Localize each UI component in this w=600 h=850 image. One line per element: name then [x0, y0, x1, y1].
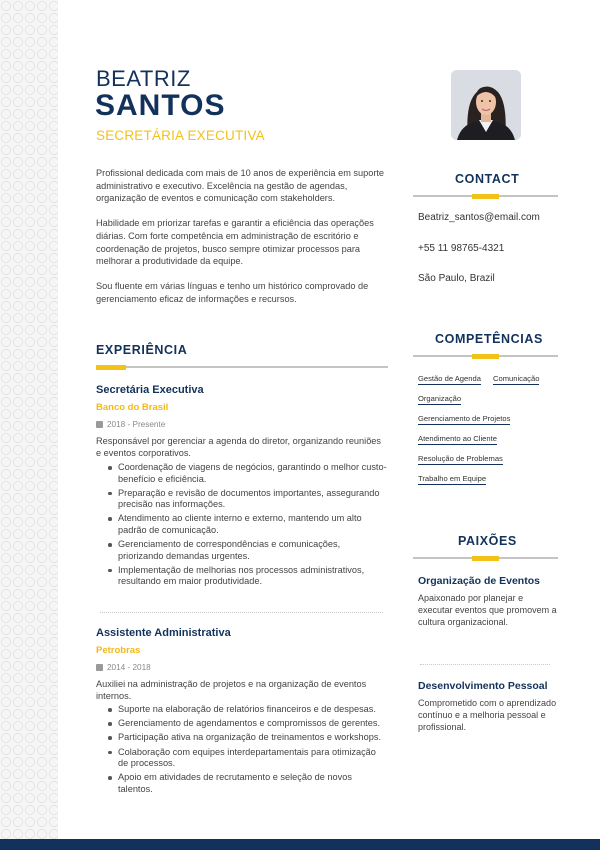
- last-name: SANTOS: [95, 89, 226, 122]
- job-separator: [100, 612, 383, 613]
- job-bullets: [106, 704, 388, 798]
- summary-paragraph: Profissional dedicada com mais de 10 anos de experiência em suporte administrativo e executivo. Excelência na gestão de agendas, organização de eventos e comunicação com stakeholders.: [96, 168, 385, 204]
- passion-title: Desenvolvimento Pessoal: [418, 680, 548, 692]
- calendar-icon: [96, 664, 103, 671]
- profile-photo: [451, 70, 521, 140]
- list-item: Gerenciamento de agendamentos e compromissos de gerentes.: [106, 718, 388, 730]
- experience-heading: EXPERIÊNCIA: [96, 343, 188, 357]
- job-dates: [96, 663, 151, 672]
- job-dates-text: 2018 - Presente: [107, 420, 166, 429]
- job-role: Secretária Executiva: [96, 384, 204, 396]
- section-divider: [96, 366, 388, 368]
- list-item: Atendimento ao cliente interno e externo, mantendo um alto padrão de comunicação.: [106, 513, 388, 536]
- list-item: Implementação de melhorias nos processos administrativos, resultando em maior produtividade.: [106, 565, 388, 588]
- decorative-pattern: [0, 0, 58, 850]
- list-item: Colaboração com equipes interdepartamentais para otimização de processos.: [106, 747, 388, 770]
- section-accent: [472, 556, 499, 561]
- list-item: Participação ativa na organização de treinamentos e workshops.: [106, 732, 388, 744]
- job-description: Auxiliei na administração de projetos e na organização de eventos internos.: [96, 679, 367, 701]
- job-bullets: [106, 462, 388, 590]
- skill-tag: Resolução de Problemas: [418, 454, 503, 463]
- passion-text: Apaixonado por planejar e executar eventos que promovem a cultura organizacional.: [418, 593, 557, 627]
- contact-heading: CONTACT: [455, 172, 520, 186]
- summary-paragraph: Sou fluente em várias línguas e tenho um histórico comprovado de gerenciamento eficaz de informações e recursos.: [96, 281, 369, 304]
- job-dates: [96, 420, 165, 429]
- footer-bar: [0, 839, 600, 850]
- list-item: Suporte na elaboração de relatórios financeiros e de despesas.: [106, 704, 388, 716]
- list-item: Apoio em atividades de recrutamento e seleção de novos talentos.: [106, 772, 388, 795]
- passions-heading: PAIXÕES: [458, 534, 517, 548]
- section-accent: [96, 365, 126, 370]
- skill-tag: Comunicação: [493, 374, 540, 383]
- skill-tag: Gestão de Agenda: [418, 374, 481, 383]
- list-item: Gerenciamento de correspondências e comunicações, priorizando demandas urgentes.: [106, 539, 388, 562]
- summary: [96, 167, 388, 318]
- skills-heading: COMPETÊNCIAS: [435, 332, 543, 346]
- contact-location: São Paulo, Brazil: [418, 273, 495, 284]
- list-item: Preparação e revisão de documentos importantes, assegurando precisão nas informações.: [106, 488, 388, 511]
- summary-paragraph: Habilidade em priorizar tarefas e garantir a eficiência das operações diárias. Com forte competência em administração de escritório e coordenação de projetos, busco sempre otimizar processos para melhorar a produtividade da equipe.: [96, 218, 374, 267]
- calendar-icon: [96, 421, 103, 428]
- list-item: Coordenação de viagens de negócios, garantindo o melhor custo-benefício e eficiência.: [106, 462, 388, 485]
- job-title: SECRETÁRIA EXECUTIVA: [96, 128, 265, 143]
- passion-text: Comprometido com o aprendizado contínuo e a melhoria pessoal e profissional.: [418, 698, 557, 732]
- job-description: Responsável por gerenciar a agenda do diretor, organizando reuniões e eventos corporativos.: [96, 436, 382, 458]
- skill-tag: Gerenciamento de Projetos: [418, 414, 511, 423]
- job-dates-text: 2014 - 2018: [107, 663, 151, 672]
- portrait-image: [451, 70, 521, 140]
- contact-phone: +55 11 98765-4321: [418, 243, 505, 254]
- section-accent: [472, 354, 499, 359]
- skill-tag: Trabalho em Equipe: [418, 474, 487, 483]
- passion-title: Organização de Eventos: [418, 575, 540, 587]
- job-company: Banco do Brasil: [96, 402, 169, 413]
- first-name: BEATRIZ: [96, 66, 191, 91]
- job-role: Assistente Administrativa: [96, 627, 231, 639]
- section-accent: [472, 194, 499, 199]
- skill-tag: Atendimento ao Cliente: [418, 434, 497, 443]
- job-company: Petrobras: [96, 645, 141, 656]
- skill-tag: Organização: [418, 394, 462, 403]
- passion-separator: [420, 664, 550, 665]
- contact-email[interactable]: Beatriz_santos@email.com: [418, 212, 540, 223]
